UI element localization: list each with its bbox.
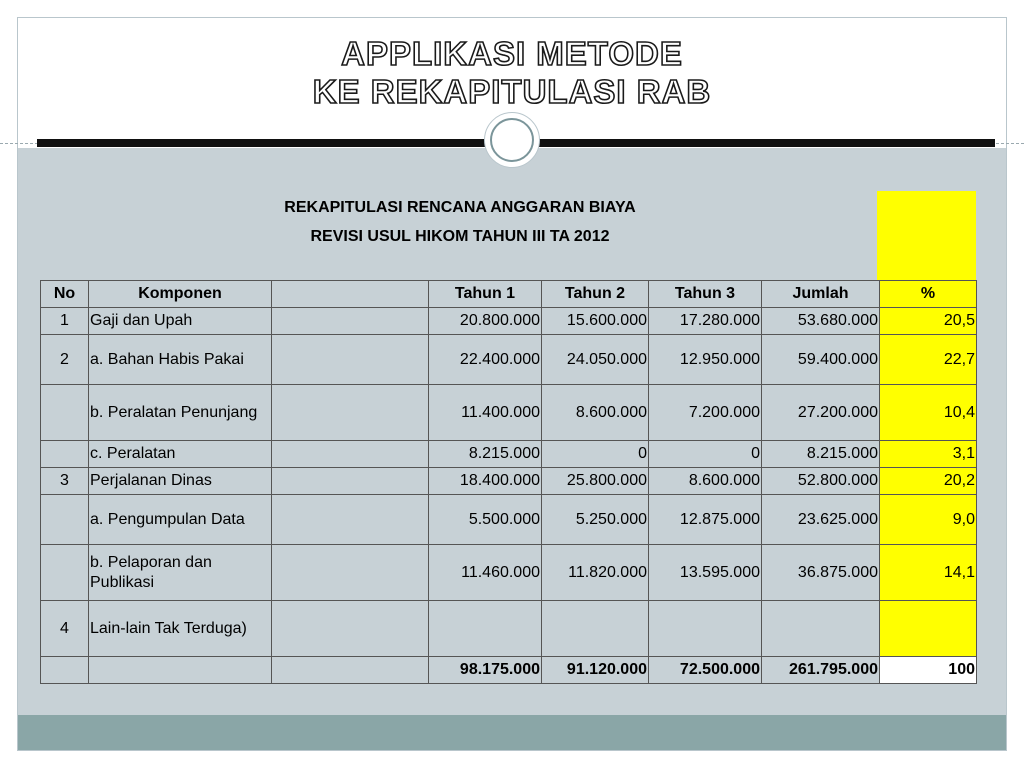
cell-tahun-2: 25.800.000	[542, 468, 649, 495]
cell-tahun-3: 17.280.000	[649, 308, 762, 335]
cell-jumlah: 59.400.000	[762, 335, 880, 385]
cell-percent: 14,1	[880, 545, 977, 601]
total-row	[41, 657, 977, 684]
cell-komponen: a. Bahan Habis Pakai	[89, 335, 272, 385]
cell-tahun-1: 20.800.000	[429, 308, 542, 335]
cell-tahun-1: 22.400.000	[429, 335, 542, 385]
cell-no: 1	[41, 308, 89, 335]
table-row	[41, 385, 977, 441]
cell-percent: 3,1	[880, 441, 977, 468]
header-no: No	[41, 281, 89, 308]
cell-tahun-3: 12.950.000	[649, 335, 762, 385]
cell-komponen	[89, 657, 272, 684]
cell-komponen: c. Peralatan	[89, 441, 272, 468]
cell-tahun-2: 8.600.000	[542, 385, 649, 441]
header-tahun-3: Tahun 3	[649, 281, 762, 308]
cell-blank	[272, 335, 429, 385]
header-blank	[272, 281, 429, 308]
cell-no	[41, 385, 89, 441]
cell-percent: 20,2	[880, 468, 977, 495]
total-percent: 100	[880, 657, 977, 684]
cell-percent	[880, 601, 977, 657]
cell-no	[41, 495, 89, 545]
cell-jumlah: 52.800.000	[762, 468, 880, 495]
header-jumlah: Jumlah	[762, 281, 880, 308]
header-komponen: Komponen	[89, 281, 272, 308]
slide-title-line-2: KE REKAPITULASI RAB	[312, 73, 712, 110]
cell-tahun-2: 11.820.000	[542, 545, 649, 601]
cell-percent: 9,0	[880, 495, 977, 545]
cell-percent: 10,4	[880, 385, 977, 441]
slide-title-line-1: APPLIKASI METODE	[341, 35, 683, 72]
cell-tahun-1: 18.400.000	[429, 468, 542, 495]
cell-percent: 20,5	[880, 308, 977, 335]
table-row	[41, 308, 977, 335]
cell-jumlah: 27.200.000	[762, 385, 880, 441]
rab-table	[40, 280, 977, 684]
cell-tahun-1: 5.500.000	[429, 495, 542, 545]
cell-blank	[272, 308, 429, 335]
circle-ornament-inner	[490, 118, 534, 162]
cell-percent: 22,7	[880, 335, 977, 385]
cell-jumlah: 23.625.000	[762, 495, 880, 545]
cell-no	[41, 657, 89, 684]
percent-column-highlight	[877, 191, 976, 280]
cell-komponen: Perjalanan Dinas	[89, 468, 272, 495]
header-tahun-1: Tahun 1	[429, 281, 542, 308]
cell-blank	[272, 657, 429, 684]
cell-tahun-1: 11.460.000	[429, 545, 542, 601]
cell-tahun-1: 8.215.000	[429, 441, 542, 468]
cell-blank	[272, 545, 429, 601]
table-row	[41, 441, 977, 468]
cell-tahun-2: 15.600.000	[542, 308, 649, 335]
cell-blank	[272, 468, 429, 495]
cell-no	[41, 441, 89, 468]
cell-no	[41, 545, 89, 601]
cell-no: 4	[41, 601, 89, 657]
cell-komponen: Gaji dan Upah	[89, 308, 272, 335]
header-tahun-2: Tahun 2	[542, 281, 649, 308]
cell-blank	[272, 495, 429, 545]
cell-komponen: b. Peralatan Penunjang	[89, 385, 272, 441]
total-tahun-3: 72.500.000	[649, 657, 762, 684]
cell-blank	[272, 601, 429, 657]
table-title-line-1: REKAPITULASI RENCANA ANGGARAN BIAYA	[284, 199, 636, 216]
header-percent: %	[880, 281, 977, 308]
cell-tahun-2	[542, 601, 649, 657]
cell-tahun-3: 13.595.000	[649, 545, 762, 601]
table-row	[41, 495, 977, 545]
total-jumlah: 261.795.000	[762, 657, 880, 684]
cell-jumlah: 36.875.000	[762, 545, 880, 601]
cell-komponen: Lain-lain Tak Terduga)	[89, 601, 272, 657]
cell-no: 3	[41, 468, 89, 495]
table-row	[41, 468, 977, 495]
cell-tahun-1: 11.400.000	[429, 385, 542, 441]
total-tahun-2: 91.120.000	[542, 657, 649, 684]
table-title-line-2: REVISI USUL HIKOM TAHUN III TA 2012	[310, 228, 610, 245]
cell-jumlah	[762, 601, 880, 657]
cell-blank	[272, 441, 429, 468]
cell-tahun-3: 7.200.000	[649, 385, 762, 441]
cell-tahun-3	[649, 601, 762, 657]
cell-tahun-3: 8.600.000	[649, 468, 762, 495]
cell-tahun-3: 0	[649, 441, 762, 468]
table-row	[41, 601, 977, 657]
cell-tahun-1	[429, 601, 542, 657]
cell-tahun-2: 5.250.000	[542, 495, 649, 545]
cell-jumlah: 53.680.000	[762, 308, 880, 335]
cell-komponen: b. Pelaporan dan Publikasi	[89, 545, 272, 601]
table-row	[41, 545, 977, 601]
cell-tahun-2: 24.050.000	[542, 335, 649, 385]
cell-jumlah: 8.215.000	[762, 441, 880, 468]
table-row	[41, 335, 977, 385]
total-tahun-1: 98.175.000	[429, 657, 542, 684]
cell-tahun-3: 12.875.000	[649, 495, 762, 545]
footer-band	[18, 715, 1006, 750]
cell-komponen: a. Pengumpulan Data	[89, 495, 272, 545]
cell-blank	[272, 385, 429, 441]
table-header-row	[41, 281, 977, 308]
cell-no: 2	[41, 335, 89, 385]
cell-tahun-2: 0	[542, 441, 649, 468]
